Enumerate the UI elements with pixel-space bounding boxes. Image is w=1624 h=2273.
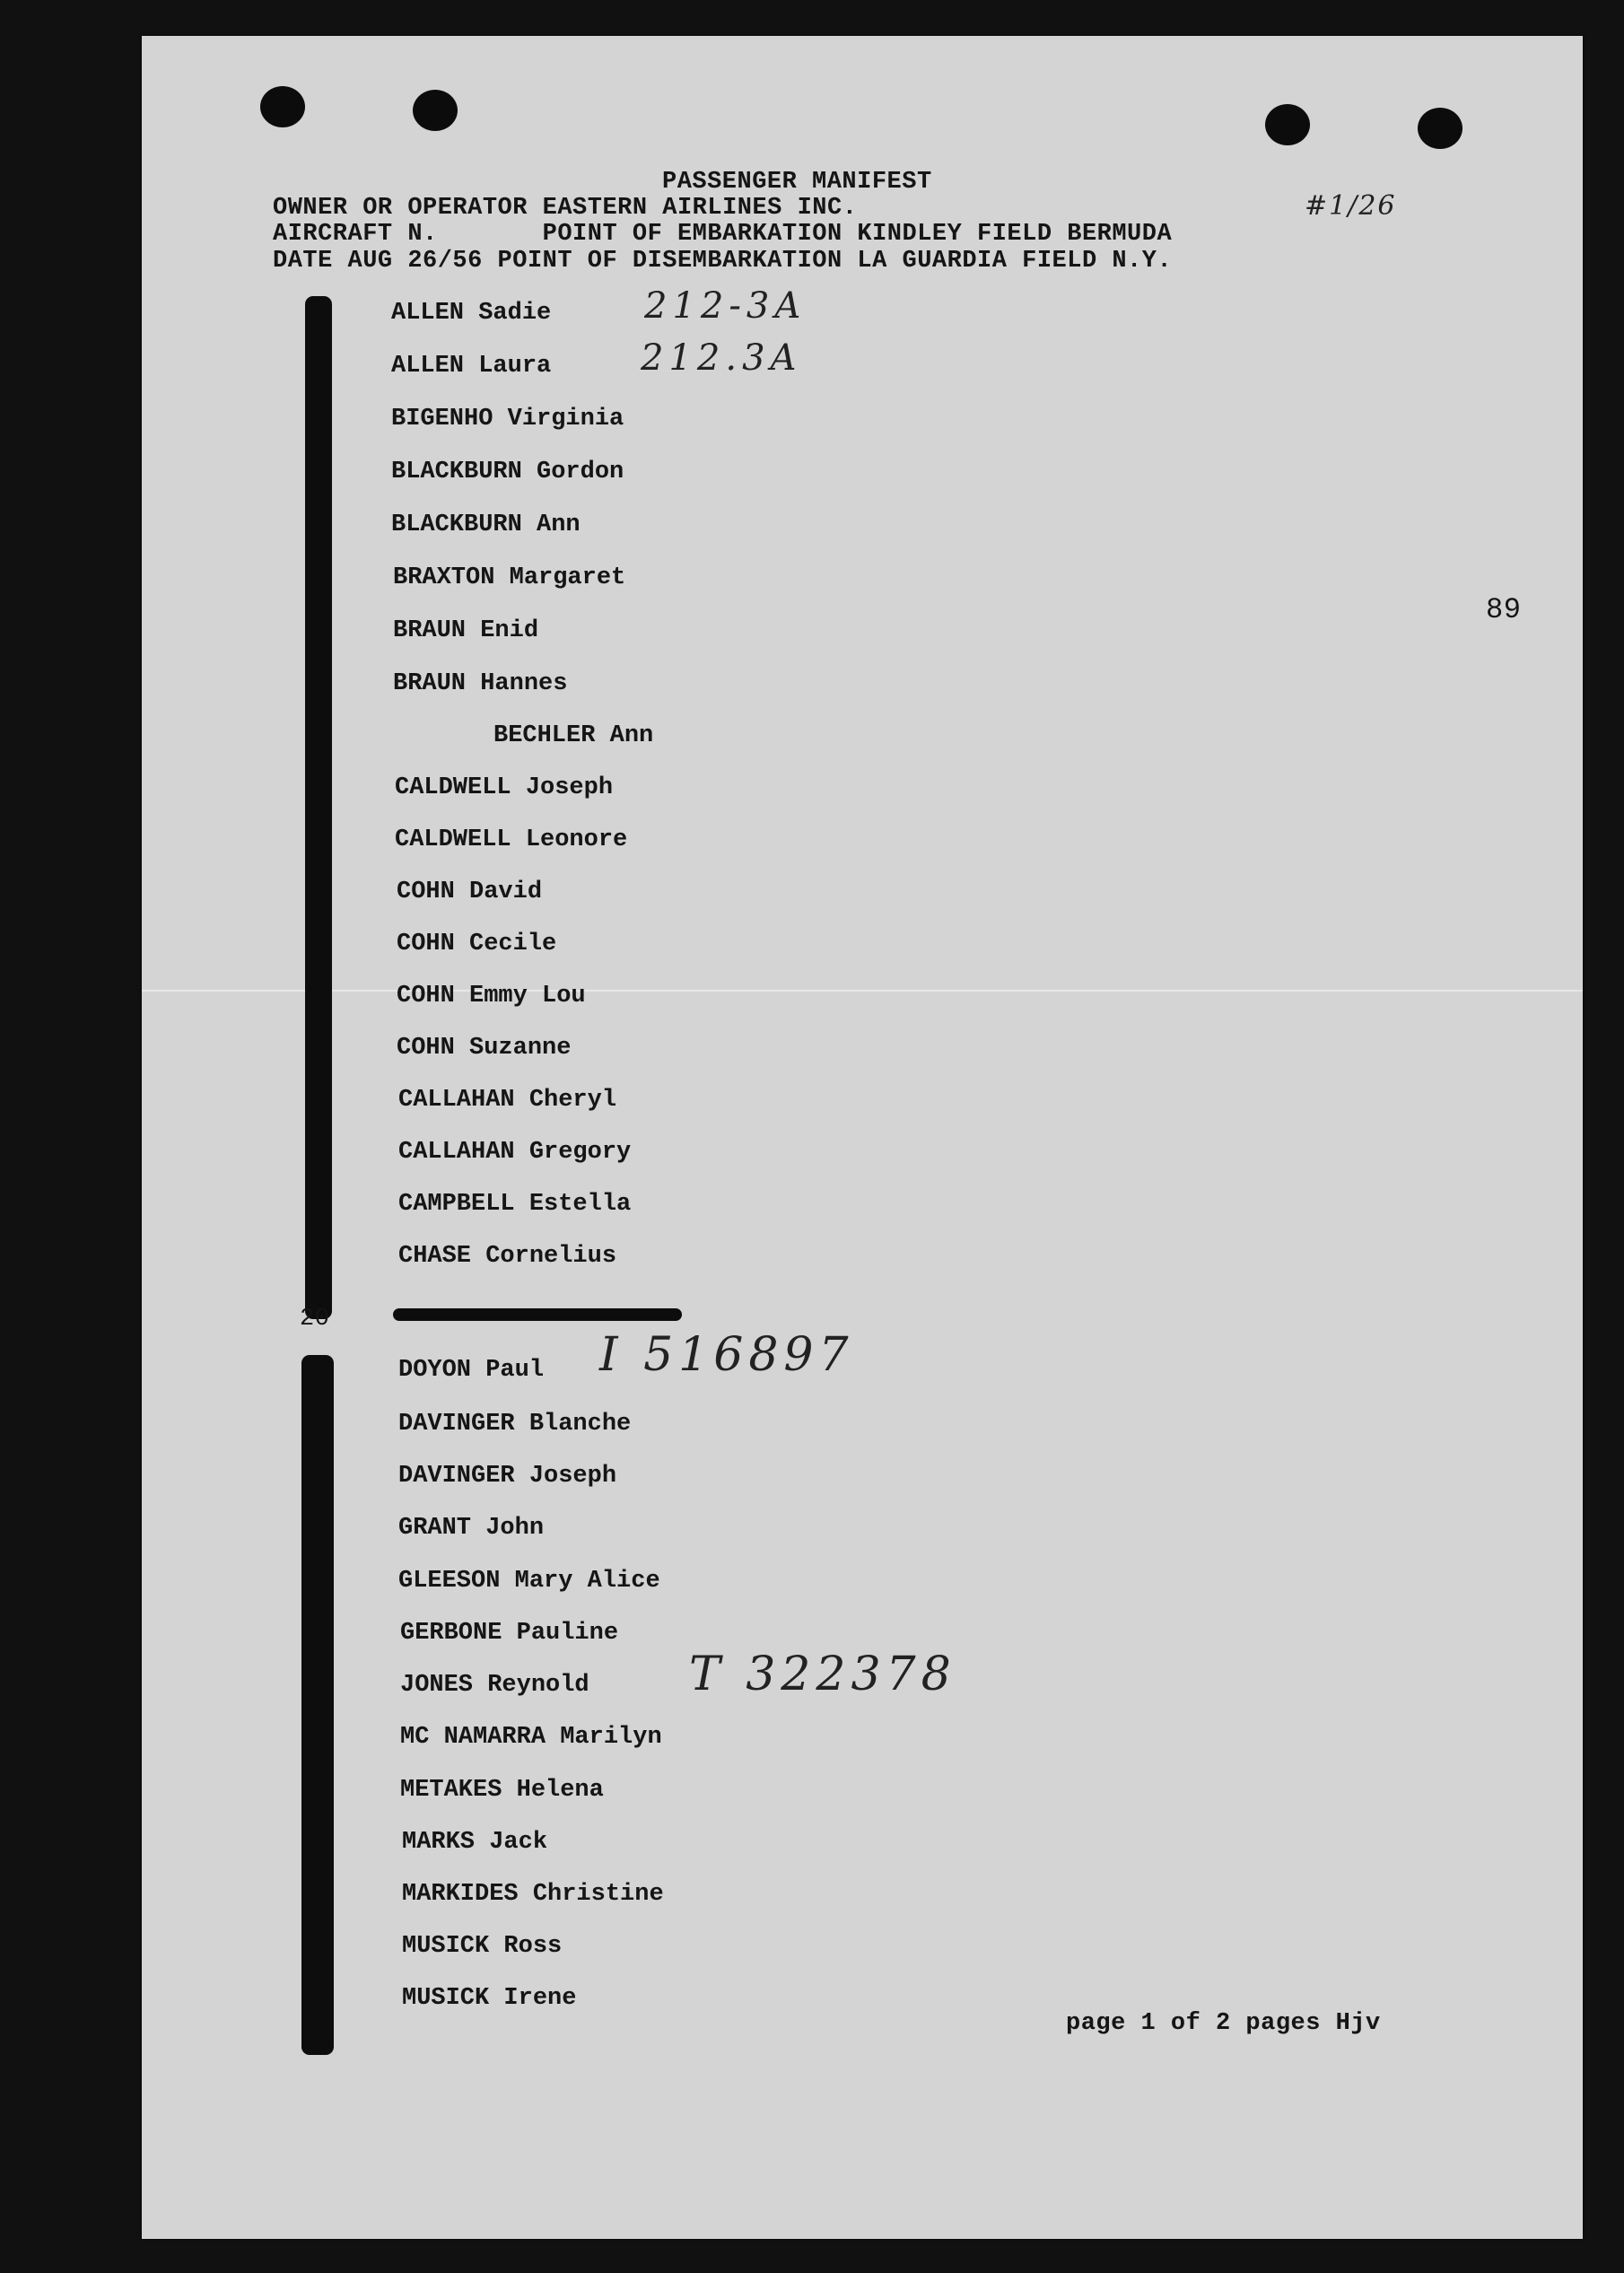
punch-hole-icon <box>413 90 458 131</box>
passenger-name: CALLAHAN Cheryl <box>398 1087 617 1114</box>
passenger-name: ALLEN Sadie <box>391 300 552 327</box>
punch-hole-icon <box>1418 108 1462 149</box>
margin-page-number: 89 <box>1486 593 1522 626</box>
aircraft-line: AIRCRAFT N. POINT OF EMBARKATION KINDLEY FIELD BERMUDA <box>273 221 1173 248</box>
passenger-name: COHN Suzanne <box>397 1035 572 1062</box>
passenger-name: DOYON Paul <box>398 1357 545 1384</box>
passenger-name: ALLEN Laura <box>391 353 552 380</box>
redaction-bar <box>301 1355 334 2055</box>
passenger-name: MUSICK Irene <box>402 1985 577 2012</box>
passenger-name: BIGENHO Virginia <box>391 406 624 433</box>
redaction-bar <box>305 296 332 1319</box>
passenger-name: MARKIDES Christine <box>402 1881 664 1908</box>
passenger-name: BECHLER Ann <box>493 722 654 749</box>
fold-line <box>142 990 1583 992</box>
passenger-name: COHN Cecile <box>397 931 557 957</box>
punch-hole-icon <box>1265 104 1310 145</box>
passenger-name: MARKS Jack <box>402 1829 548 1856</box>
handwritten-note: T 322378 <box>689 1648 956 1701</box>
ink-divider <box>393 1308 682 1321</box>
passenger-name: DAVINGER Joseph <box>398 1463 617 1490</box>
passenger-name: COHN David <box>397 879 543 905</box>
passenger-name: CALLAHAN Gregory <box>398 1139 632 1166</box>
punch-hole-icon <box>260 86 305 127</box>
date-line: DATE AUG 26/56 POINT OF DISEMBARKATION LA GUARDIA FIELD N.Y. <box>273 248 1173 275</box>
flight-note: #1/26 <box>1305 190 1397 222</box>
passenger-name: BRAUN Enid <box>393 617 539 644</box>
passenger-name: BRAXTON Margaret <box>393 564 626 591</box>
passenger-name: GRANT John <box>398 1515 545 1542</box>
passenger-name: BLACKBURN Ann <box>391 511 581 538</box>
passenger-name: DAVINGER Blanche <box>398 1411 632 1438</box>
passenger-name: BRAUN Hannes <box>393 670 568 697</box>
page-footer: page 1 of 2 pages Hjv <box>1066 2010 1381 2037</box>
passenger-name: METAKES Helena <box>400 1777 604 1804</box>
manifest-page <box>142 36 1583 2239</box>
passenger-name: CALDWELL Joseph <box>395 774 614 801</box>
passenger-name: GERBONE Pauline <box>400 1620 619 1647</box>
handwritten-note: 212.3A <box>641 337 802 379</box>
passenger-name: MC NAMARRA Marilyn <box>400 1724 662 1751</box>
passenger-name: GLEESON Mary Alice <box>398 1568 660 1595</box>
passenger-name: COHN Emmy Lou <box>397 983 586 1010</box>
passenger-name: CAMPBELL Estella <box>398 1191 632 1218</box>
passenger-name: CHASE Cornelius <box>398 1243 617 1270</box>
passenger-name: CALDWELL Leonore <box>395 826 628 853</box>
owner-line: OWNER OR OPERATOR EASTERN AIRLINES INC. <box>273 195 858 222</box>
section-number: 20 <box>300 1306 330 1333</box>
handwritten-note: 212-3A <box>644 285 807 327</box>
passenger-name: BLACKBURN Gordon <box>391 459 624 485</box>
passenger-name: JONES Reynold <box>400 1672 589 1699</box>
manifest-title: PASSENGER MANIFEST <box>662 169 932 196</box>
handwritten-note: I 516897 <box>599 1328 854 1382</box>
passenger-name: MUSICK Ross <box>402 1933 563 1960</box>
